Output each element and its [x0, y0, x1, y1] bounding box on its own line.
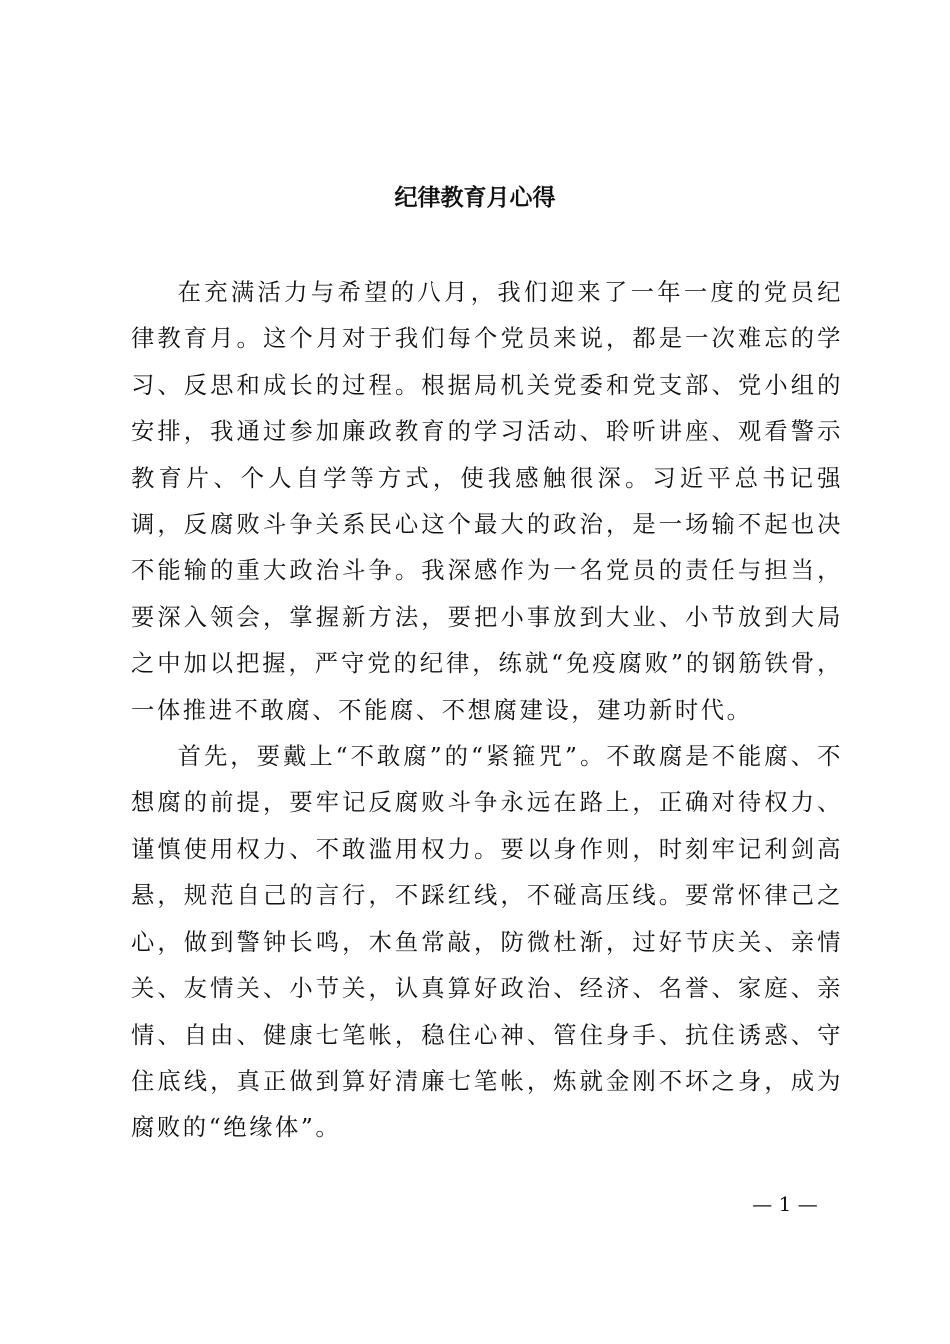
document-title: 纪律教育月心得 [394, 184, 556, 211]
document-body [131, 270, 843, 1152]
page-number: — 1 — [752, 1192, 818, 1216]
paragraph-1: 在充满活力与希望的八月，我们迎来了一年一度的党员纪律教育月。这个月对于我们每个党员来说，都是一次难忘的学习、反思和成长的过程。根据局机关党委和党支部、党小组的安排，我通过参加廉政教育的学习活动、聆听讲座、观看警示教育片、个人自学等方式，使我感触很深。习近平总书记强调，反腐败斗争关系民心这个最大的政治，是一场输不起也决不能输的重大政治斗争。我深感作为一名党员的责任与担当，要深入领会，掌握新方法，要把小事放到大业、小节放到大局之中加以把握，严守党的纪律，练就“免疫腐败”的钢筋铁骨，一体推进不敢腐、不能腐、不想腐建设，建功新时代。 [131, 279, 843, 724]
paragraph-2: 首先，要戴上“不敢腐”的“紧箍咒”。不敢腐是不能腐、不想腐的前提，要牢记反腐败斗争永远在路上，正确对待权力、谨慎使用权力、不敢滥用权力。要以身作则，时刻牢记利剑高悬，规范自己的言行，不踩红线，不碰高压线。要常怀律己之心，做到警钟长鸣，木鱼常敲，防微杜渐，过好节庆关、亲情关、友情关、小节关，认真算好政治、经济、名誉、家庭、亲情、自由、健康七笔帐，稳住心神、管住身手、抗住诱惑、守住底线，真正做到算好清廉七笔帐，炼就金刚不坏之身，成为腐败的“绝缘体”。 [131, 743, 843, 1142]
